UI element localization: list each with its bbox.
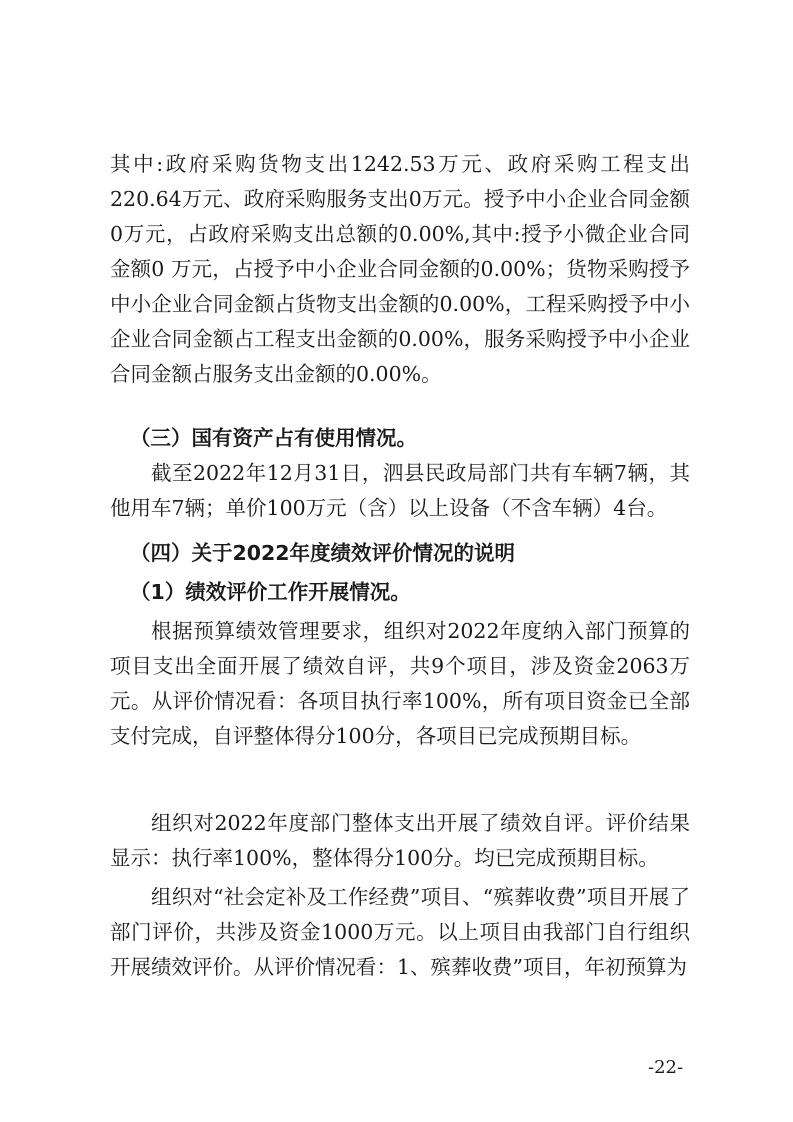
procurement-paragraph: 其中:政府采购货物支出1242.53万元、政府采购工程支出220.64万元、政府采购服务支出0万元。授予中小企业合同金额0万元，占政府采购支出总额的0.00%,其中:授予小微企业合同金额0 万元，占授予中小企业合同金额的0.00%；货物采购授予中小企业合同金额占货物支出金额的0.00%，工程采购授予中小企业合同金额占工程支出金额的0.00%，服务采购授予中小企业合同金额占服务支出金额的0.00%。 [110, 152, 690, 386]
section-heading-performance: （四）关于2022年度绩效评价情况的说明 [130, 541, 516, 565]
section-heading-assets: （三）国有资产占有使用情况。 [130, 426, 417, 450]
project-evaluation-paragraph: 根据预算绩效管理要求，组织对2022年度纳入部门预算的项目支出全面开展了绩效自评，共9个项目，涉及资金2063万元。从评价情况看：各项目执行率100%，所有项目资金已全部支付完成，自评整体得分100分，各项目已完成预期目标。 [110, 619, 690, 748]
department-evaluation-paragraph: 组织对“社会定补及工作经费”项目、“殡葬收费”项目开展了部门评价，共涉及资金1000万元。以上项目由我部门自行组织开展绩效评价。从评价情况看：1、殡葬收费”项目，年初预算为 [110, 885, 690, 979]
page-number: -22- [648, 1057, 684, 1078]
overall-evaluation-paragraph: 组织对2022年度部门整体支出开展了绩效自评。评价结果显示：执行率100%，整体得分100分。均已完成预期目标。 [110, 811, 690, 870]
assets-paragraph: 截至2022年12月31日，泗县民政局部门共有车辆7辆，其他用车7辆；单价100万元（含）以上设备（不含车辆）4台。 [110, 461, 690, 520]
subsection-heading-evaluation: （1）绩效评价工作开展情况。 [130, 580, 411, 604]
